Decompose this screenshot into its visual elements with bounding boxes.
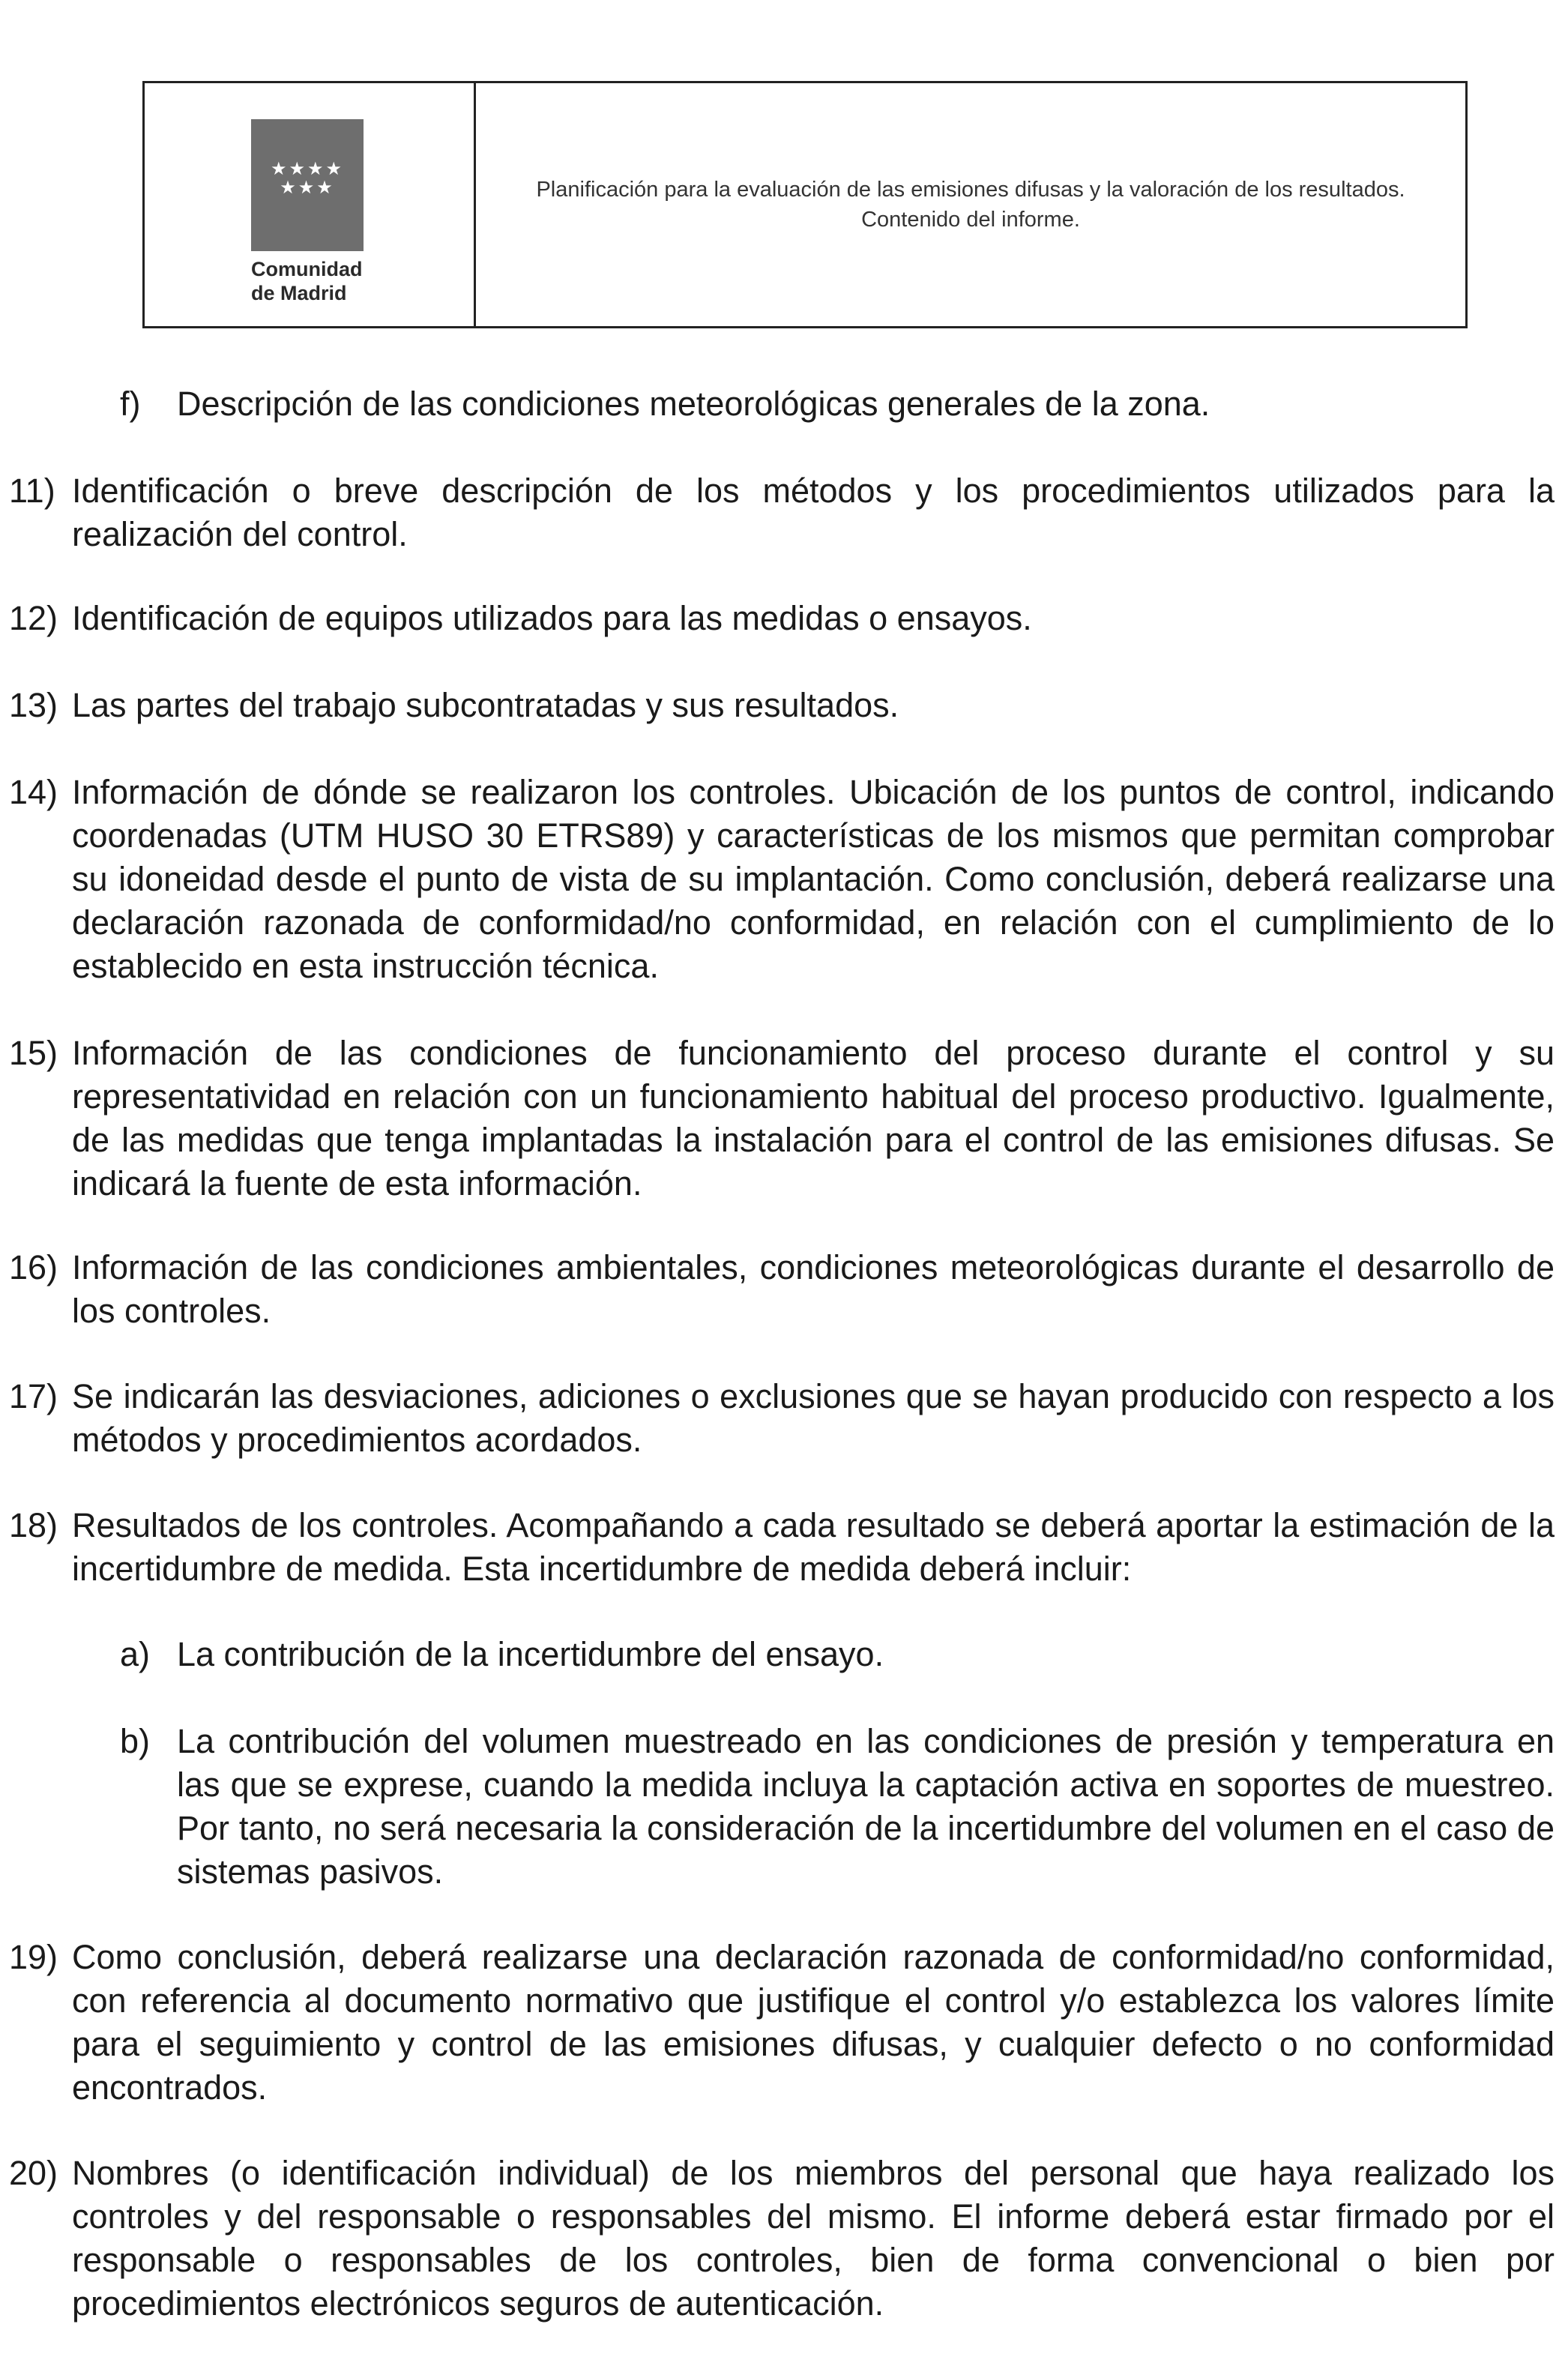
list-item-12 [9, 597, 1555, 640]
item-marker: b) [120, 1722, 151, 1760]
comunidad-madrid-logo [251, 119, 364, 251]
item-text: La contribución de la incertidumbre del ensayo. [177, 1635, 884, 1673]
list-item-11 [9, 469, 1555, 556]
list-item-13 [9, 684, 1555, 727]
logo-stars-icon: ★★★★ ★★★ [270, 158, 345, 198]
item-marker: 14) [9, 773, 58, 811]
item-marker: f) [120, 385, 141, 423]
logo-line-2: de Madrid [251, 282, 347, 304]
list-item-19 [9, 1936, 1555, 2110]
item-text: Se indicarán las desviaciones, adiciones o exclusiones que se hayan producido con respecto a los métodos y procedimientos acordados. [72, 1377, 1555, 1459]
item-text: Información de las condiciones ambientales, condiciones meteorológicas durante el desarrollo de los controles. [72, 1248, 1555, 1330]
item-text: Identificación o breve descripción de los métodos y los procedimientos utilizados para la realización del control. [72, 472, 1555, 553]
item-marker: 18) [9, 1506, 58, 1544]
item-text: Nombres (o identificación individual) de los miembros del personal que haya realizado los controles y del responsable o responsables del mismo. El informe deberá estar firmado por el responsable o responsables de los controles, bien de forma convencional o bien por procedimientos electrónicos seguros de autenticación. [72, 2154, 1555, 2323]
item-text: Las partes del trabajo subcontratadas y sus resultados. [72, 686, 899, 724]
document-header [142, 81, 1468, 328]
list-item-15 [9, 1032, 1555, 1205]
item-text: Información de las condiciones de funcionamiento del proceso durante el control y su representatividad en relación con un funcionamiento habitual del proceso productivo. Igualmente, de las medidas que tenga implantadas la instalación para el control de las emisiones difusas. Se indicará la fuente de esta información. [72, 1034, 1555, 1202]
list-item-14 [9, 771, 1555, 988]
list-item-f [120, 382, 1555, 426]
item-marker: 20) [9, 2154, 58, 2192]
item-marker: 12) [9, 599, 58, 637]
list-item-16 [9, 1246, 1555, 1333]
document-title: Planificación para la evaluación de las emisiones difusas y la valoración de los resultados. Contenido del informe. [536, 178, 1405, 232]
title-cell [476, 83, 1465, 326]
item-marker: a) [120, 1635, 151, 1673]
list-item-18 [9, 1504, 1555, 1591]
item-marker: 11) [9, 472, 55, 510]
item-text: Resultados de los controles. Acompañando a cada resultado se deberá aportar la estimación de la incertidumbre de medida. Esta incertidumbre de medida deberá incluir: [72, 1506, 1555, 1588]
item-text: Identificación de equipos utilizados para las medidas o ensayos. [72, 599, 1032, 637]
item-text: Como conclusión, deberá realizarse una declaración razonada de conformidad/no conformidad, con referencia al documento normativo que justifique el control y/o establezca los valores límite para el seguimiento y control de las emisiones difusas, y cualquier defecto o no conformidad encontrados. [72, 1938, 1555, 2107]
list-item-17 [9, 1375, 1555, 1462]
item-marker: 17) [9, 1377, 58, 1415]
list-item-b [120, 1720, 1555, 1894]
item-marker: 13) [9, 686, 58, 724]
item-marker: 15) [9, 1034, 58, 1072]
item-marker: 16) [9, 1248, 58, 1286]
logo-caption [251, 257, 401, 305]
item-text: Información de dónde se realizaron los controles. Ubicación de los puntos de control, indicando coordenadas (UTM HUSO 30 ETRS89) y características de los mismos que permitan comprobar su idoneidad desde el punto de vista de su implantación. Como conclusión, deberá realizarse una declaración razonada de conformidad/no conformidad, en relación con el cumplimiento de lo establecido en esta instrucción técnica. [72, 773, 1555, 985]
item-text: Descripción de las condiciones meteorológicas generales de la zona. [177, 385, 1210, 423]
item-marker: 19) [9, 1938, 58, 1976]
list-item-a [120, 1633, 1555, 1676]
list-item-20 [9, 2152, 1555, 2326]
logo-cell [145, 83, 476, 326]
logo-line-1: Comunidad [251, 258, 363, 280]
item-text: La contribución del volumen muestreado en las condiciones de presión y temperatura en las que se exprese, cuando la medida incluya la captación activa en soportes de muestreo. Por tanto, no será necesaria la consideración de la incertidumbre del volumen en el caso de sistemas pasivos. [177, 1722, 1555, 1891]
